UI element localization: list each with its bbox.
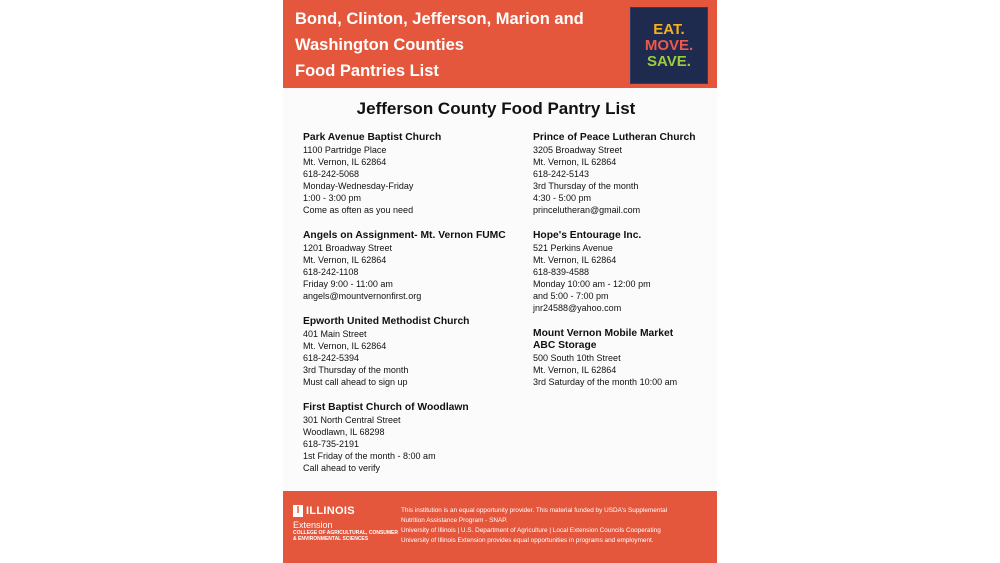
pantry-detail: 618-242-5394 bbox=[303, 353, 360, 363]
pantry-detail: 521 Perkins Avenue bbox=[533, 243, 613, 253]
pantry-detail: 401 Main Street bbox=[303, 329, 367, 339]
pantry-email[interactable]: princelutheran@gmail.com bbox=[533, 205, 641, 215]
pantry-detail: 3205 Broadway Street bbox=[533, 145, 623, 155]
pantry-detail: Mt. Vernon, IL 62864 bbox=[303, 341, 387, 351]
section-title: Jefferson County Food Pantry List bbox=[356, 99, 636, 118]
pantry-detail: Mt. Vernon, IL 62864 bbox=[303, 157, 387, 167]
pantry-detail: 618-242-5143 bbox=[533, 169, 590, 179]
pantry-detail: and 5:00 - 7:00 pm bbox=[533, 291, 609, 301]
pantry-entry bbox=[533, 328, 738, 388]
pantry-name: Hope's Entourage Inc. bbox=[533, 230, 642, 241]
logo-word-eat: EAT. bbox=[653, 20, 685, 38]
pantry-entry bbox=[303, 132, 508, 216]
pantry-detail: Mt. Vernon, IL 62864 bbox=[533, 157, 617, 167]
pantry-detail: 1:00 - 3:00 pm bbox=[303, 193, 362, 203]
header-title-line: Food Pantries List bbox=[295, 62, 439, 80]
pantry-detail: 3rd Saturday of the month 10:00 am bbox=[533, 377, 678, 387]
left-column bbox=[303, 132, 508, 488]
pantry-detail: Friday 9:00 - 11:00 am bbox=[303, 279, 393, 289]
flyer-page bbox=[283, 0, 717, 563]
disclaimer-line: University of Illinois Extension provides equal opportunities in programs and employment. bbox=[401, 537, 654, 544]
pantry-name: ABC Storage bbox=[533, 340, 597, 351]
college-line: COLLEGE OF AGRICULTURAL, CONSUMER bbox=[293, 530, 398, 536]
pantry-detail: Mt. Vernon, IL 62864 bbox=[533, 365, 617, 375]
header-banner bbox=[283, 0, 717, 88]
pantry-detail: 1100 Partridge Place bbox=[303, 145, 387, 155]
pantry-name: Park Avenue Baptist Church bbox=[303, 132, 442, 143]
pantry-detail: 500 South 10th Street bbox=[533, 353, 621, 363]
logo-word-move: MOVE. bbox=[644, 36, 694, 54]
illinois-extension-logo bbox=[293, 505, 399, 542]
right-column bbox=[533, 132, 738, 402]
pantry-name: First Baptist Church of Woodlawn bbox=[303, 402, 469, 413]
disclaimer-line: This institution is an equal opportunity provider. This material funded by USDA's Supplemental bbox=[401, 507, 668, 514]
pantry-detail: Monday-Wednesday-Friday bbox=[303, 181, 414, 191]
pantry-email[interactable]: angels@mountvernonfirst.org bbox=[303, 291, 422, 301]
pantry-name: Prince of Peace Lutheran Church bbox=[533, 132, 696, 143]
header-title bbox=[295, 6, 625, 84]
logo-word-save: SAVE. bbox=[647, 52, 691, 70]
pantry-entry bbox=[533, 132, 738, 216]
pantry-detail: 3rd Thursday of the month bbox=[533, 181, 639, 191]
pantry-detail: 1201 Broadway Street bbox=[303, 243, 393, 253]
pantry-entry bbox=[533, 230, 738, 314]
pantry-detail: Must call ahead to sign up bbox=[303, 377, 408, 387]
header-title-line: Bond, Clinton, Jefferson, Marion and bbox=[295, 10, 584, 28]
pantry-detail: 3rd Thursday of the month bbox=[303, 365, 409, 375]
pantry-detail: Woodlawn, IL 68298 bbox=[303, 427, 385, 437]
header-title-line: Washington Counties bbox=[295, 36, 464, 54]
pantry-entry bbox=[303, 316, 508, 388]
pantry-detail: 618-242-1108 bbox=[303, 267, 359, 277]
pantry-entry bbox=[303, 230, 508, 302]
pantry-detail: Monday 10:00 am - 12:00 pm bbox=[533, 279, 651, 289]
pantry-entry bbox=[303, 402, 508, 474]
pantry-detail: 301 North Central Street bbox=[303, 415, 401, 425]
disclaimer-line: University of Illinois | U.S. Department of Agriculture | Local Extension Councils Cooperating bbox=[401, 527, 661, 534]
pantry-name: Angels on Assignment- Mt. Vernon FUMC bbox=[303, 230, 506, 241]
pantry-name: Mount Vernon Mobile Market bbox=[533, 328, 674, 339]
pantry-detail: 1st Friday of the month - 8:00 am bbox=[303, 451, 436, 461]
illinois-wordmark: ILLINOIS bbox=[306, 505, 355, 517]
pantry-name: Epworth United Methodist Church bbox=[303, 316, 470, 327]
disclaimer-line: Nutrition Assistance Program - SNAP. bbox=[401, 517, 508, 524]
footer-banner bbox=[283, 491, 717, 563]
pantry-detail: Mt. Vernon, IL 62864 bbox=[533, 255, 617, 265]
pantry-email[interactable]: jnr24588@yahoo.com bbox=[533, 303, 622, 313]
extension-label: Extension bbox=[293, 520, 333, 530]
college-line: & ENVIRONMENTAL SCIENCES bbox=[293, 536, 369, 542]
pantry-detail: 618-839-4588 bbox=[533, 267, 590, 277]
pantry-detail: Come as often as you need bbox=[303, 205, 414, 215]
eat-move-save-logo bbox=[630, 7, 708, 84]
footer-disclaimer bbox=[401, 506, 713, 546]
pantry-detail: 618-735-2191 bbox=[303, 439, 360, 449]
pantry-detail: Mt. Vernon, IL 62864 bbox=[303, 255, 387, 265]
pantry-detail: 618-242-5068 bbox=[303, 169, 360, 179]
pantry-detail: 4:30 - 5:00 pm bbox=[533, 193, 592, 203]
pantry-detail: Call ahead to verify bbox=[303, 463, 381, 473]
illinois-block-i-icon: I bbox=[293, 505, 303, 517]
